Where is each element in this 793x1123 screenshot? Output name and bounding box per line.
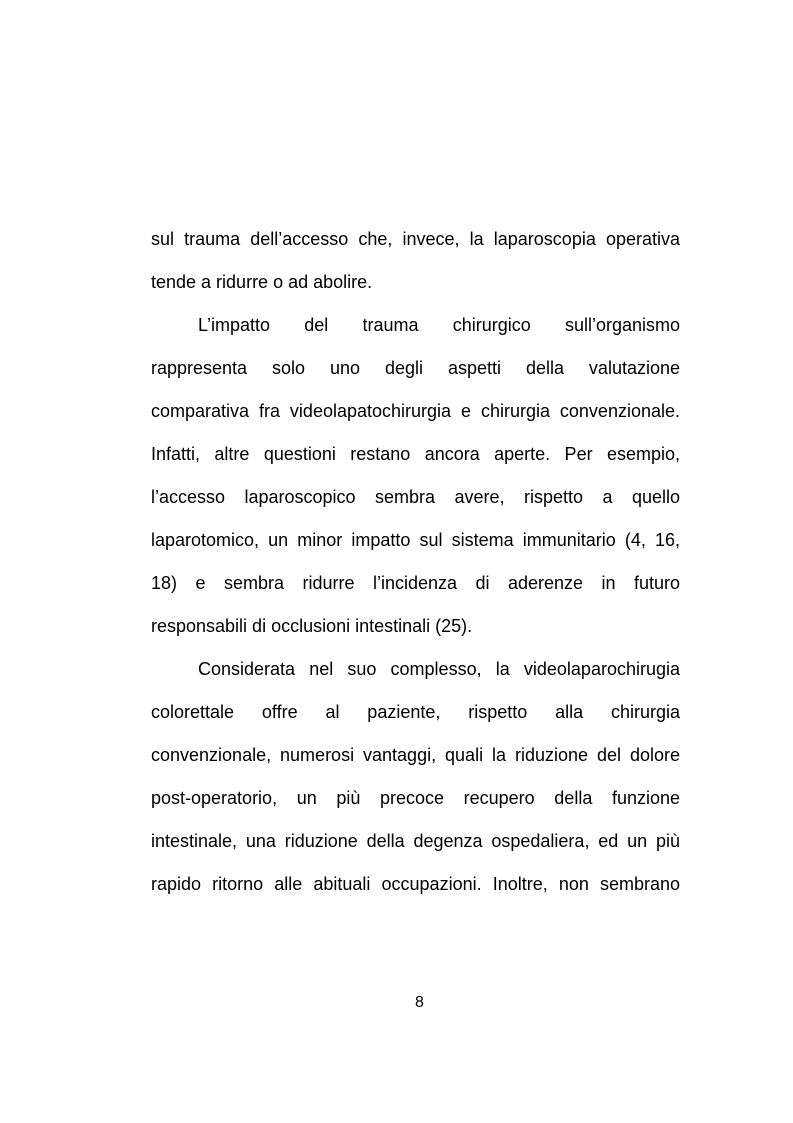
text-line: rappresenta solo uno degli aspetti della valutazione (151, 358, 680, 378)
body-text (151, 225, 680, 913)
text-line: responsabili di occlusioni intestinali (25). (151, 616, 473, 636)
text-line: Considerata nel suo complesso, la videolaparochirugia (198, 659, 680, 679)
text-line: post-operatorio, un più precoce recupero della funzione (151, 788, 680, 808)
text-line: sul trauma dell’accesso che, invece, la laparoscopia operativa (151, 229, 680, 249)
text-line: 18) e sembra ridurre l’incidenza di aderenze in futuro (151, 573, 680, 593)
text-line: l’accesso laparoscopico sembra avere, rispetto a quello (151, 487, 680, 507)
text-line: laparotomico, un minor impatto sul sistema immunitario (4, 16, (151, 530, 680, 550)
page-number: 8 (415, 994, 424, 1011)
text-line: colorettale offre al paziente, rispetto alla chirurgia (151, 702, 680, 722)
text-line: comparativa fra videolapatochirurgia e chirurgia convenzionale. (151, 401, 680, 421)
text-line: tende a ridurre o ad abolire. (151, 272, 373, 292)
text-line: rapido ritorno alle abituali occupazioni. Inoltre, non sembrano (151, 874, 680, 894)
text-line: intestinale, una riduzione della degenza ospedaliera, ed un più (151, 831, 680, 851)
text-line: Infatti, altre questioni restano ancora aperte. Per esempio, (151, 444, 680, 464)
text-line: convenzionale, numerosi vantaggi, quali la riduzione del dolore (151, 745, 680, 765)
text-line: L’impatto del trauma chirurgico sull’organismo (198, 315, 680, 335)
